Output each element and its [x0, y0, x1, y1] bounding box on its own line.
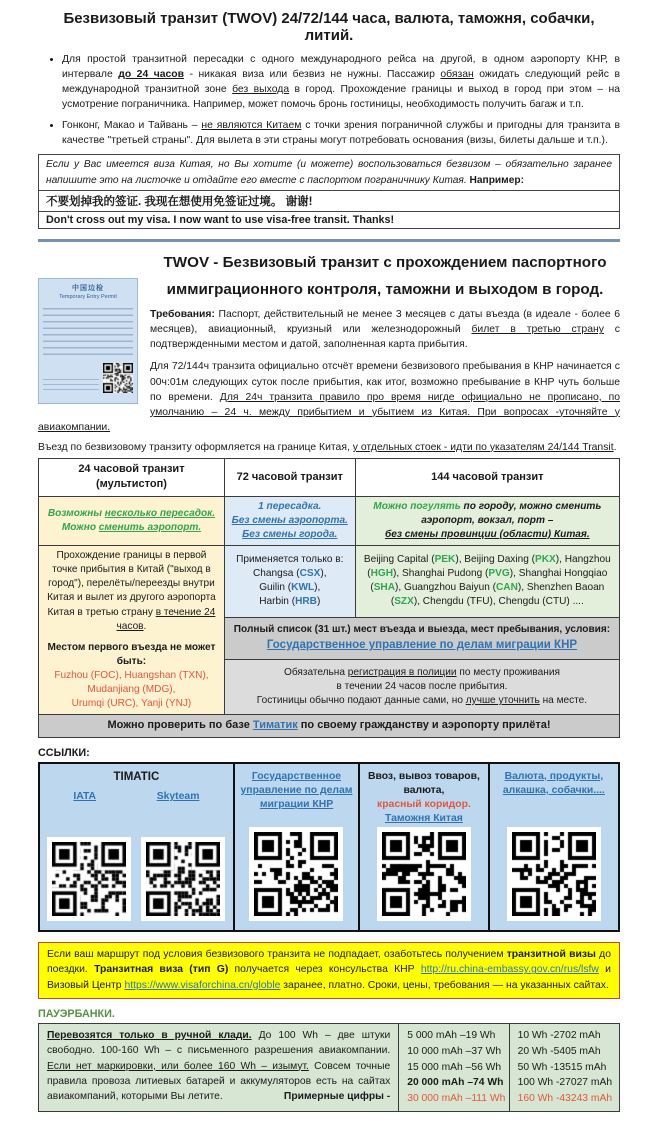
mah-line: 20 000 mAh –74 Wh — [407, 1077, 504, 1089]
header-24h: 24 часовой транзит (мультистоп) — [39, 458, 225, 496]
mah-line: 15 000 mAh –56 Wh — [407, 1061, 502, 1073]
text-segment: по городу, можно сменить аэропорт, вокзал, порт – — [421, 500, 602, 526]
text-segment: Въезд по безвизовому транзиту оформляется на границе Китая, — [38, 441, 353, 453]
text-segment: ожидать следующий рейс в международной транзитной зоне — [62, 69, 620, 96]
text-segment: сменить аэропорт. — [98, 521, 202, 533]
text-segment: ), Chengdu (TFU), Chengdu (CTU) .... — [413, 596, 584, 608]
airport-code: HRB — [295, 596, 317, 608]
customs-line: Ввоз, вывоз товаров, валюта, — [367, 770, 480, 796]
cell-144h-airports — [355, 546, 619, 618]
airport-code: KWL — [291, 582, 315, 594]
text-segment: Требования: — [150, 309, 215, 321]
powerbank-rules-cell — [39, 1023, 399, 1112]
text-segment: ), Hangzhou ( — [367, 554, 611, 580]
qr-row — [493, 827, 615, 921]
visa-note-box — [38, 154, 620, 229]
links-cell-migration — [235, 764, 360, 930]
powerbanks-section-label: ПАУЭРБАНКИ. — [38, 1007, 115, 1020]
timatic-links-row — [43, 790, 230, 804]
qr-tile — [47, 837, 131, 921]
text-segment: с подтвержденными местом и датой, заполненная карта прибытия. — [150, 324, 620, 351]
text-segment: без выхода — [232, 84, 290, 96]
mah-line: 5 000 mAh –19 Wh — [407, 1029, 496, 1041]
text-segment: в город. Прохождение границы и выход в город при этом – на усмотрение пограничника. Например, может помочь бронь гостиницы, необходимость получить багаж и т.п. — [62, 84, 620, 111]
wh-line: 20 Wh -5405 mAh — [517, 1045, 601, 1057]
links-cell-customs — [360, 764, 489, 930]
text-segment: Если нет маркировки, или более 160 Wh – изымут. — [47, 1060, 309, 1072]
permit-bottom — [43, 363, 133, 393]
skyteam-qr-code — [146, 842, 220, 916]
powerbank-wh-cell — [509, 1023, 619, 1112]
header-144h: 144 часовой транзит — [355, 458, 619, 496]
text-segment: . — [613, 441, 617, 453]
text-segment: До 100 Wh – две штуки свободно. 100-160 Wh – с письменного разрешения авиакомпании. — [47, 1029, 391, 1057]
text-segment: ), Beijing Daxing ( — [455, 554, 535, 566]
table-summary-row — [39, 496, 620, 545]
currency-qr-code — [512, 832, 596, 916]
cell-24h-details — [39, 546, 225, 715]
qr-tile — [249, 827, 343, 921]
forbidden-airports-line: Urumqi (URC), Yanji (YNJ) — [71, 698, 192, 710]
text-segment: ), Shanghai Pudong ( — [393, 568, 489, 580]
cell-72h-airports — [224, 546, 355, 618]
full-list-label: Полный список (31 шт.) мест въезда и выезда, мест пребывания, условия: — [233, 624, 611, 636]
cell-72h-summary — [224, 496, 355, 545]
permit-subtitle: Temporary Entry Permit — [59, 294, 117, 301]
text-segment: Возможны — [47, 507, 105, 519]
timatic-header — [43, 770, 230, 827]
text-line: Без смены города. — [242, 528, 338, 540]
airport-line — [230, 567, 350, 581]
cell-full-list — [224, 617, 619, 659]
qr-tile — [141, 837, 225, 921]
wh-line: 10 Wh -2702 mAh — [517, 1029, 601, 1041]
text-line — [361, 500, 614, 528]
permit-signature-lines — [43, 375, 99, 393]
airport-code: PKX — [535, 554, 556, 566]
embassy-url-link[interactable]: http://ru.china-embassy.gov.cn/rus/lsfw — [420, 964, 599, 976]
migration-authority-link[interactable]: Государственное управление по делам миграции КНР — [266, 639, 578, 652]
cell-timatic-check — [39, 715, 620, 737]
customs-qr-code — [382, 832, 466, 916]
text-segment: ), Shanghai Hongqiao ( — [370, 568, 608, 594]
text-segment: Guilin ( — [259, 582, 292, 594]
entry-instruction-line — [38, 442, 620, 453]
forbidden-entry-label: Местом первого въезда не может быть: — [47, 641, 216, 667]
qr-row — [238, 827, 355, 921]
text-segment: в течение 24 часов — [116, 606, 216, 632]
text-segment: Совсем точные правила провоза литиевых батарей и аккумуляторов есть на сайтах авиакомпаний, которыми Вы летите. — [47, 1060, 391, 1103]
text-line: без смены провинции (области) Китая. — [384, 528, 590, 540]
text-segment: Changsa ( — [253, 568, 300, 580]
bullet-transit-24h — [62, 52, 620, 112]
page-title: Безвизовый транзит (TWOV) 24/72/144 часа, валюта, таможня, собачки, литий. — [63, 10, 595, 44]
red-corridor-line: красный коридор. — [377, 798, 471, 810]
section-divider — [38, 239, 620, 242]
permit-qr-code — [103, 363, 133, 393]
text-segment: Гонконг, Макао и Тайвань – — [62, 120, 202, 132]
text-line: в течении 24 часов после прибытия. — [336, 680, 508, 692]
text-segment: с точки зрения пограничной службы и пригодны для транзита в качестве "третьей страны". Для вылета в эти страны могут потребовать основания (визы, билеты дальше и т.п.). — [62, 120, 620, 147]
note-chinese: 不要划掉我的签证. 我现在想使用免签证过境。 谢谢! — [39, 191, 619, 212]
migration-link[interactable]: Государственное управление по делам миграции КНР — [240, 770, 353, 810]
cell-24h-summary — [39, 496, 225, 545]
text-segment: Для 24ч транзита правило про время нигде официально не прописано, по умолчанию – 24 ч. между прибытием и убытием из Китая. При вопросах -уточняйте у авиакомпании. — [38, 391, 621, 433]
intro-bullet-list — [38, 52, 620, 148]
qr-row — [363, 827, 484, 921]
text-segment: до 24 часов — [118, 69, 185, 81]
text-segment: Обязательна — [283, 666, 348, 678]
text-segment: регистрация в полиции — [347, 666, 457, 678]
airport-line — [230, 595, 350, 609]
links-cell-currency — [490, 764, 618, 930]
mah-line: 10 000 mAh –37 Wh — [407, 1045, 502, 1057]
transit-visa-warning-box — [38, 942, 620, 999]
text-segment: ), Guangzhou Baiyun ( — [395, 582, 496, 594]
text-segment: Например: — [469, 174, 524, 186]
text-segment: Если у Вас имеется виза Китая, но Вы хотите (и можете) воспользоваться безвизом – обязательно заранее напишите это на листочке и отдайте его вместе с паспортом пограничнику Китая. — [46, 159, 612, 186]
text-segment: Для 72/144ч транзита официально отсчёт времени безвизового пребывания в КНР начинается с 00ч:01м следующих суток после прибытия, как итог, возможно пребывание в КНР чуть больше по времени. — [150, 361, 620, 403]
text-segment: по месту проживания — [456, 666, 560, 678]
text-segment: Паспорт, действительный не менее 3 месяцев с даты въезда (в идеале - более 6 месяцев), авиационный, круизный или железнодорожный — [150, 309, 620, 336]
links-section-label: ССЫЛКИ: — [38, 746, 90, 759]
airport-code: CAN — [496, 582, 518, 594]
skyteam-link[interactable]: Skyteam — [156, 791, 200, 803]
airport-code: CSX — [299, 568, 321, 580]
text-line — [44, 521, 219, 535]
text-segment: Harbin ( — [259, 596, 296, 608]
table-check-row — [39, 715, 620, 737]
table-header-row — [39, 458, 620, 496]
text-segment: транзитной визы — [506, 948, 596, 960]
forbidden-airports-line: Mudanjiang (MDG), — [87, 684, 176, 696]
qr-row — [43, 837, 230, 921]
text-line — [230, 694, 614, 708]
mah-line: 30 000 mAh –111 Wh — [407, 1093, 506, 1105]
text-segment: ), — [314, 582, 321, 594]
twov-heading: TWOV - Безвизовый транзит с прохождением паспортного иммиграционного контроля, таможни и выходом в город. — [163, 254, 607, 298]
airport-code: SZX — [394, 596, 414, 608]
iata-qr-code — [52, 842, 126, 916]
text-segment: лучше уточнить — [465, 695, 540, 707]
text-segment: ), Shenzhen Baoan ( — [390, 582, 605, 608]
text-segment: не являются Китаем — [201, 120, 302, 132]
approx-figures-label: Примерные цифры - — [283, 1091, 391, 1103]
forbidden-airports-line: Fuzhou (FOC), Huangshan (TXN), — [54, 670, 209, 682]
note-english: Don't cross out my visa. I now want to use visa-free transit. Thanks! — [46, 214, 395, 227]
text-segment: заранее, платно. Сроки, цены, требования — на указанных сайтах. — [280, 980, 609, 992]
text-segment: на месте. — [539, 695, 588, 707]
text-line — [230, 666, 614, 680]
permit-text-lines — [43, 303, 133, 359]
links-table — [38, 762, 620, 932]
migration-qr-code — [254, 832, 338, 916]
wh-line: 100 Wh -27027 mAh — [517, 1077, 613, 1089]
text-segment: обязан — [440, 69, 474, 81]
text-segment: Можно проверить по базе — [107, 719, 253, 732]
text-segment: билет в третью страну — [471, 324, 604, 336]
text-line — [44, 507, 219, 521]
spacer — [44, 634, 219, 641]
airport-code: SHA — [373, 582, 395, 594]
text-segment: Если ваш маршрут под условия безвизового транзита не подпадает, озаботьтесь получением — [47, 948, 507, 960]
powerbanks-table — [38, 1023, 620, 1113]
text-segment: Гостиницы обычно подают данные сами, но — [256, 695, 466, 707]
visaforchina-url-link[interactable]: https://www.visaforchina.cn/globle — [124, 980, 281, 992]
bullet-hongkong-macao — [62, 118, 620, 148]
border-crossing-text — [44, 549, 219, 634]
transit-options-table — [38, 458, 620, 738]
customs-header — [363, 770, 484, 827]
airport-code: PEK — [434, 554, 456, 566]
text-segment: Beijing Capital ( — [363, 554, 435, 566]
airports-intro: Применяется только в: — [236, 554, 344, 566]
text-segment: Можно погулять — [373, 500, 461, 512]
permit-title: 中国边检 — [72, 285, 104, 293]
airport-code: HGH — [370, 568, 394, 580]
qr-tile — [377, 827, 471, 921]
currency-header — [493, 770, 615, 827]
twov-section — [38, 250, 620, 453]
text-segment: . — [143, 620, 147, 632]
iata-link[interactable]: IATA — [73, 791, 97, 803]
text-segment: у отдельных стоек - идти по указателям 24/144 Transit — [352, 441, 614, 453]
text-line: 1 пересадка. — [258, 500, 322, 512]
powerbanks-row — [39, 1023, 620, 1112]
migration-header — [238, 770, 355, 827]
text-segment: несколько пересадок. — [104, 507, 216, 519]
qr-tile — [507, 827, 601, 921]
text-segment: Прохождение границы в первой точке прибытия в Китай ("выход в город"), перелёты/переезды внутри Китая и вылет из другого аэропорта Китая в третью страну — [47, 550, 216, 618]
timatic-link[interactable]: Тиматик — [252, 719, 298, 732]
text-line: Без смены аэропорта. — [231, 514, 348, 526]
links-cell-timatic — [40, 764, 235, 930]
table-details-row — [39, 546, 620, 618]
airport-line — [230, 581, 350, 595]
text-segment: Транзитная виза (тип G) — [94, 964, 229, 976]
powerbank-mah-cell — [399, 1023, 509, 1112]
airport-code: PVG — [488, 568, 510, 580]
text-segment: Для простой транзитной пересадки с одного международного рейса на другой, в одном аэропорту КНР, в интервале — [62, 54, 620, 81]
text-segment: ) — [316, 596, 321, 608]
note-russian — [39, 155, 619, 191]
text-segment: Перевозятся только в ручной клади. — [47, 1029, 252, 1041]
text-segment: Можно — [61, 521, 99, 533]
text-segment: до поездки. — [47, 948, 612, 976]
text-segment: по своему гражданству и аэропорту прилёта! — [297, 719, 551, 732]
text-segment: и Визовый Центр — [47, 964, 611, 992]
entry-permit-image — [38, 278, 138, 404]
text-segment: ), — [320, 568, 327, 580]
wh-line: 50 Wh -13515 mAh — [517, 1061, 607, 1073]
header-72h: 72 часовой транзит — [224, 458, 355, 496]
cell-144h-summary — [355, 496, 619, 545]
timatic-title: TIMATIC — [113, 770, 160, 783]
text-segment: получается через консульства КНР — [228, 964, 421, 976]
wh-line: 160 Wh -43243 mAh — [517, 1093, 613, 1105]
text-segment: - никакая виза или безвиз не нужны. Пассажир — [184, 69, 441, 81]
china-customs-link[interactable]: Таможня Китая — [384, 812, 463, 824]
cell-registration — [224, 659, 619, 715]
currency-products-link[interactable]: Валюта, продукты, алкашка, собачки.... — [502, 770, 605, 796]
